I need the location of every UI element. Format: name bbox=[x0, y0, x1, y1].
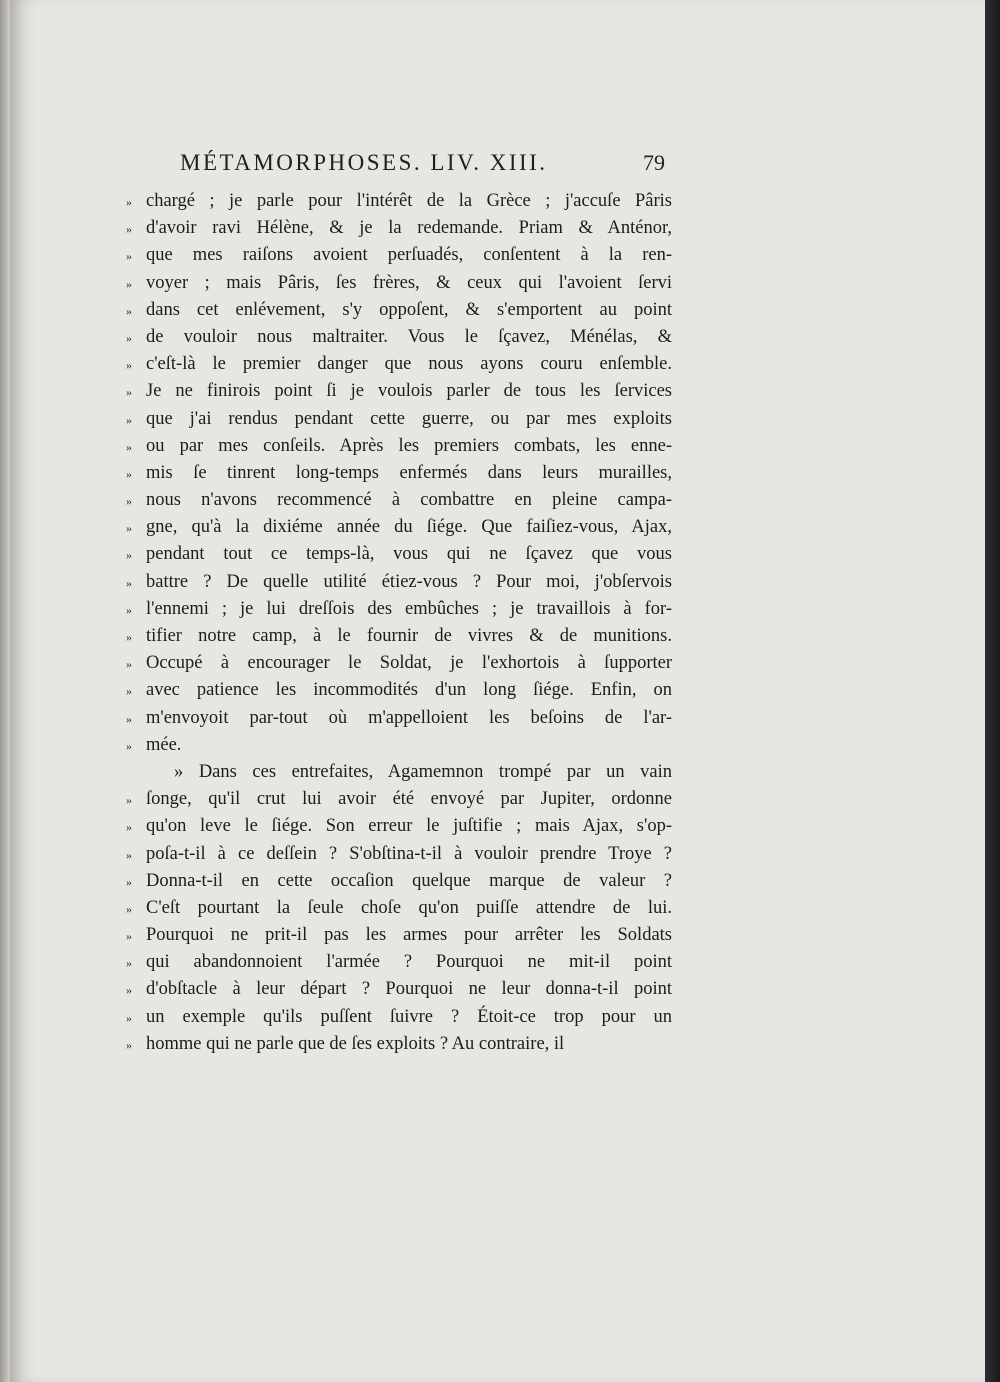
text-line bbox=[126, 406, 672, 433]
text-line bbox=[126, 541, 672, 568]
line-text: Je ne finirois point ſi je voulois parler de tous les ſervices bbox=[146, 381, 672, 402]
quote-mark: » bbox=[126, 630, 132, 644]
quote-mark: » bbox=[126, 901, 132, 916]
line-text: » Dans ces entrefaites, Agamemnon trompé par un vain bbox=[174, 761, 672, 782]
text-line bbox=[126, 786, 672, 813]
quote-mark: » bbox=[126, 793, 132, 808]
page-edge-shadow bbox=[985, 0, 1000, 1382]
text-line bbox=[126, 297, 672, 324]
line-text: de vouloir nous maltraiter. Vous le ſçavez, Ménélas, & bbox=[146, 326, 672, 347]
text-line bbox=[126, 487, 672, 514]
quote-mark: » bbox=[126, 521, 132, 536]
line-text: Donna-t-il en cette occaſion quelque marque de valeur ? bbox=[146, 870, 672, 891]
line-text: ou par mes conſeils. Après les premiers combats, les enne- bbox=[146, 435, 672, 456]
text-line bbox=[126, 433, 672, 460]
text-line bbox=[126, 460, 672, 487]
line-text: pendant tout ce temps-là, vous qui ne ſçavez que vous bbox=[146, 544, 672, 565]
quote-mark: » bbox=[126, 466, 132, 481]
line-text: ſonge, qu'il crut lui avoir été envoyé par Jupiter, ordonne bbox=[146, 789, 672, 810]
quote-mark: » bbox=[126, 276, 132, 291]
text-line bbox=[126, 351, 672, 378]
line-text: mis ſe tinrent long-temps enfermés dans leurs murailles, bbox=[146, 462, 672, 483]
text-line bbox=[126, 514, 672, 541]
text-line bbox=[126, 324, 672, 351]
quote-mark: » bbox=[126, 439, 132, 454]
line-text: poſa-t-il à ce deſſein ? S'obſtina-t-il à vouloir prendre Troye ? bbox=[146, 843, 672, 864]
text-line bbox=[126, 732, 672, 759]
quote-mark: » bbox=[126, 195, 132, 209]
text-line bbox=[126, 270, 672, 297]
quote-mark: » bbox=[126, 983, 132, 998]
quote-mark: » bbox=[126, 602, 132, 617]
line-text: battre ? De quelle utilité étiez-vous ? Pour moi, j'obſervois bbox=[146, 571, 672, 592]
text-line bbox=[126, 922, 672, 949]
text-line bbox=[126, 242, 672, 269]
quote-mark: » bbox=[126, 1010, 132, 1025]
line-text: dans cet enlévement, s'y oppoſent, & s'emportent au point bbox=[146, 299, 672, 320]
text-line bbox=[126, 650, 672, 677]
text-line bbox=[126, 759, 672, 786]
text-line bbox=[126, 596, 672, 623]
text-line bbox=[126, 677, 672, 704]
quote-mark: » bbox=[126, 874, 132, 889]
line-text: voyer ; mais Pâris, ſes frères, & ceux qui l'avoient ſervi bbox=[146, 272, 672, 293]
line-text: nous n'avons recommencé à combattre en pleine campa- bbox=[146, 490, 672, 511]
text-line bbox=[126, 813, 672, 840]
quote-mark: » bbox=[126, 494, 132, 509]
text-line bbox=[126, 949, 672, 976]
text-line bbox=[126, 215, 672, 242]
line-text: qu'on leve le ſiége. Son erreur le juſtifie ; mais Ajax, s'op- bbox=[146, 816, 672, 837]
running-header bbox=[180, 150, 665, 182]
text-line bbox=[126, 188, 672, 215]
text-line bbox=[126, 378, 672, 405]
line-text: que j'ai rendus pendant cette guerre, ou par mes exploits bbox=[146, 408, 672, 429]
line-text: c'eſt-là le premier danger que nous ayons couru enſemble. bbox=[146, 354, 672, 375]
text-line bbox=[126, 705, 672, 732]
running-title: MÉTAMORPHOSES. LIV. XIII. bbox=[180, 150, 548, 175]
quote-mark: » bbox=[126, 956, 132, 971]
text-line bbox=[126, 895, 672, 922]
quote-mark: » bbox=[126, 358, 132, 373]
quote-mark: » bbox=[126, 385, 132, 400]
text-line bbox=[126, 623, 672, 650]
text-line bbox=[126, 569, 672, 596]
quote-mark: » bbox=[126, 330, 132, 345]
quote-mark: » bbox=[126, 820, 132, 835]
quote-mark: » bbox=[126, 303, 132, 318]
text-line bbox=[126, 841, 672, 868]
line-text: Occupé à encourager le Soldat, je l'exhortois à ſupporter bbox=[146, 653, 672, 674]
quote-mark: » bbox=[126, 738, 132, 753]
line-text: chargé ; je parle pour l'intérêt de la Grèce ; j'accuſe Pâris bbox=[146, 191, 672, 211]
text-line bbox=[126, 976, 672, 1003]
line-text: tifier notre camp, à le fournir de vivres & de munitions. bbox=[146, 626, 672, 646]
quote-mark: » bbox=[126, 929, 132, 944]
quote-mark: » bbox=[126, 847, 132, 862]
quote-mark: » bbox=[126, 222, 132, 237]
line-text: C'eſt pourtant la ſeule choſe qu'on puiſſe attendre de lui. bbox=[146, 897, 672, 918]
line-text: homme qui ne parle que de ſes exploits ? Au contraire, il bbox=[146, 1033, 565, 1054]
line-text: avec patience les incommodités d'un long ſiége. Enfin, on bbox=[146, 680, 672, 701]
line-text: que mes raiſons avoient perſuadés, conſentent à la ren- bbox=[146, 245, 672, 266]
quote-mark: » bbox=[126, 412, 132, 427]
line-text: qui abandonnoient l'armée ? Pourquoi ne mit-il point bbox=[146, 952, 672, 973]
line-text: d'obſtacle à leur départ ? Pourquoi ne leur donna-t-il point bbox=[146, 979, 672, 1000]
quote-mark: » bbox=[126, 711, 132, 726]
quote-mark: » bbox=[126, 249, 132, 264]
line-text: mée. bbox=[146, 734, 182, 755]
line-text: m'envoyoit par-tout où m'appelloient les beſoins de l'ar- bbox=[146, 707, 672, 728]
line-text: d'avoir ravi Hélène, & je la redemande. Priam & Anténor, bbox=[146, 218, 672, 239]
line-text: Pourquoi ne prit-il pas les armes pour arrêter les Soldats bbox=[146, 925, 672, 946]
page-number: 79 bbox=[643, 150, 665, 175]
quote-mark: » bbox=[126, 575, 132, 590]
text-line bbox=[126, 868, 672, 895]
quote-mark: » bbox=[126, 1037, 132, 1052]
text-line bbox=[126, 1004, 672, 1031]
line-text: l'ennemi ; je lui dreſſois des embûches ; je travaillois à for- bbox=[146, 598, 672, 619]
text-block bbox=[126, 188, 672, 1058]
quote-mark: » bbox=[126, 684, 132, 699]
quote-mark: » bbox=[126, 657, 132, 672]
line-text: gne, qu'à la dixiéme année du ſiége. Que faiſiez-vous, Ajax, bbox=[146, 517, 672, 538]
line-text: un exemple qu'ils puſſent ſuivre ? Étoit-ce trop pour un bbox=[146, 1006, 672, 1027]
quote-mark: » bbox=[126, 548, 132, 563]
text-line bbox=[126, 1031, 672, 1058]
